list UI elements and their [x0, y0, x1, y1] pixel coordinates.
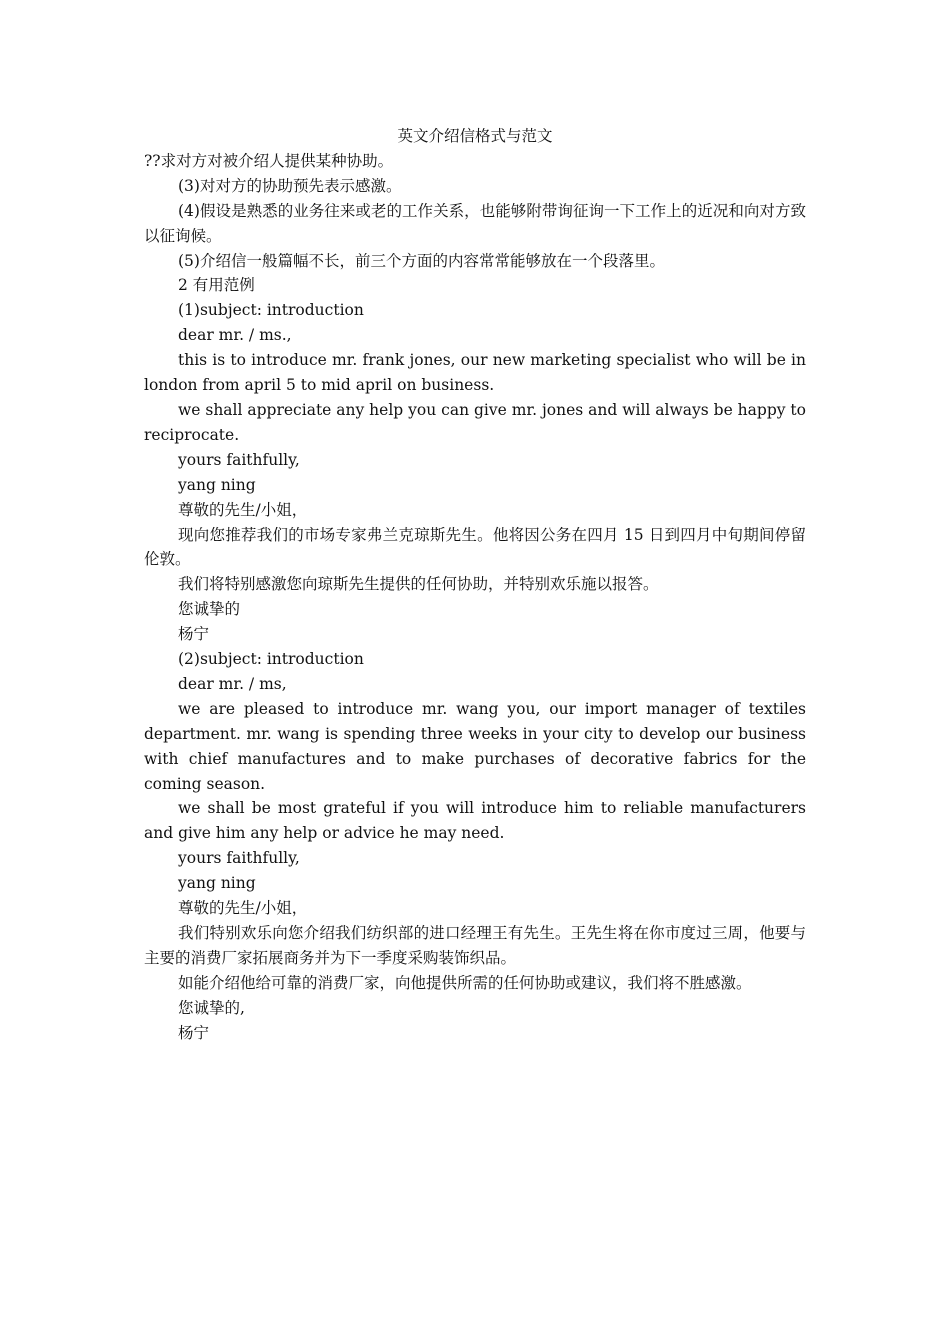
letter2-cn-body-1: 我们特别欢乐向您介绍我们纺织部的进口经理王有先生。王先生将在你市度过三周，他要与主要的消费厂家拓展商务并为下一季度采购装饰织品。	[144, 924, 806, 967]
letter1-cn-salutation: 尊敬的先生/小姐，	[178, 500, 308, 519]
letter1-cn-signature: 杨宁	[178, 625, 210, 644]
letter2-signature: yang ning	[178, 874, 256, 893]
letter2-closing: yours faithfully,	[178, 849, 300, 868]
paragraph-point-3: (3)对对方的协助预先表示感激。	[178, 176, 402, 195]
letter1-signature: yang ning	[178, 475, 256, 494]
paragraph-request-help: ??求对方对被介绍人提供某种协助。	[144, 151, 394, 170]
letter1-cn-closing: 您诚挚的	[178, 600, 241, 619]
letter2-cn-salutation: 尊敬的先生/小姐，	[178, 899, 308, 918]
letter1-cn-body-2: 我们将特别感激您向琼斯先生提供的任何协助，并特别欢乐施以报答。	[178, 575, 659, 594]
letter2-salutation: dear mr. / ms,	[178, 674, 287, 693]
letter2-body-2: we shall be most grateful if you will introduce him to reliable manufacturers and give him any help or advice he may need.	[144, 799, 806, 843]
document-title: 英文介绍信格式与范文	[397, 127, 553, 145]
letter1-closing: yours faithfully,	[178, 450, 300, 469]
paragraph-point-4: (4)假设是熟悉的业务往来或老的工作关系，也能够附带询征询一下工作上的近况和向对方致以征询候。	[144, 201, 806, 245]
letter2-cn-body-2: 如能介绍他给可靠的消费厂家，向他提供所需的任何协助或建议，我们将不胜感激。	[178, 973, 752, 992]
letter1-salutation: dear mr. / ms.,	[178, 326, 292, 345]
letter2-body-1: we are pleased to introduce mr. wang you, our import manager of textiles department. mr. wang is spending three weeks in your city to develop our business with chief manufactures and to make purchases of decorative fabrics for the coming season.	[144, 699, 806, 793]
letter2-cn-signature: 杨宁	[178, 1023, 210, 1042]
letter1-body-1: this is to introduce mr. frank jones, our new marketing specialist who will be in london from april 5 to mid april on business.	[144, 351, 806, 395]
letter1-body-2: we shall appreciate any help you can give mr. jones and will always be happy to reciprocate.	[144, 400, 806, 444]
document-body	[144, 124, 806, 1046]
section-heading-examples: 2 有用范例	[178, 276, 255, 295]
paragraph-point-5: (5)介绍信一般篇幅不长，前三个方面的内容常常能够放在一个段落里。	[178, 251, 665, 270]
letter2-cn-closing: 您诚挚的,	[178, 998, 245, 1017]
letter1-cn-body-1: 现向您推荐我们的市场专家弗兰克琼斯先生。他将因公务在四月 15 日到四月中旬期间停留伦敦。	[144, 525, 806, 569]
letter2-subject: (2)subject: introduction	[178, 650, 364, 669]
letter1-subject: (1)subject: introduction	[178, 301, 364, 320]
